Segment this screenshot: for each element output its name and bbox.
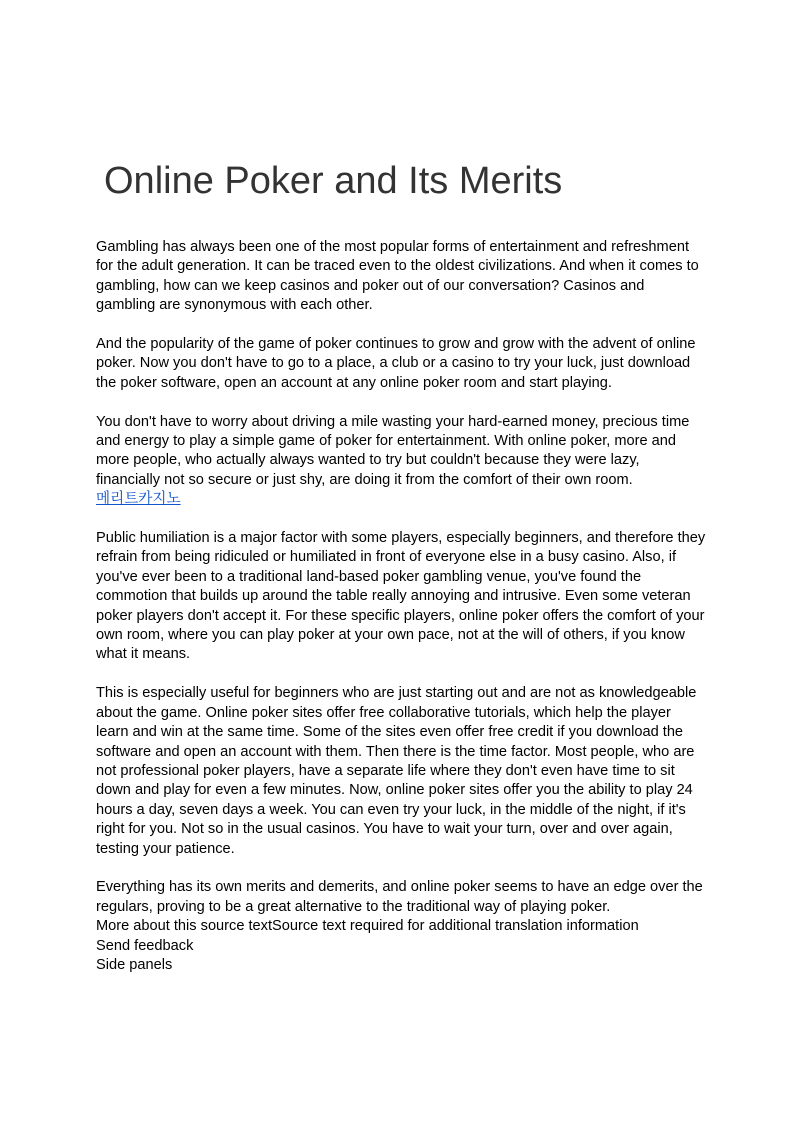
paragraph-1: Gambling has always been one of the most popular forms of entertainment and refreshment for the adult generation. It can be traced even to the oldest civilizations. And when it comes to gambling, how can we keep casinos and poker out of our conversation? Casinos and gambling are synonymous with each other. <box>96 239 699 314</box>
paragraph-3-block <box>96 413 706 510</box>
paragraph-2: And the popularity of the game of poker continues to grow and grow with the advent of online poker. Now you don't have to go to a place, a club or a casino to try your luck, just download the poker software, open an account at any online poker room and start playing. <box>96 336 696 391</box>
side-panels-text: Side panels <box>96 956 173 973</box>
page-title: Online Poker and Its Merits <box>104 160 563 202</box>
source-text-note: More about this source textSource text required for additional translation information <box>96 918 639 935</box>
send-feedback-text: Send feedback <box>96 937 194 954</box>
paragraph-4: Public humiliation is a major factor with some players, especially beginners, and therefore they refrain from being ridiculed or humiliated in front of everyone else in a busy casino. Also, if you've ever been to a traditional land-based poker gambling venue, you've found the commotion that builds up around the table really annoying and intrusive. Even some veteran poker players don't accept it. For these specific players, online poker offers the comfort of your own room, where you can play poker at your own pace, not at the will of others, if you know what it means. <box>96 530 706 663</box>
paragraph-5: This is especially useful for beginners who are just starting out and are not as knowledgeable about the game. Online poker sites offer free collaborative tutorials, which help the player learn and win at the same time. Some of the sites even offer free credit if you download the software and open an account with them. Then there is the time factor. Most people, who are not professional poker players, have a separate life where they don't even have time to sit down and play for even a few minutes. Now, online poker sites offer you the ability to play 24 hours a day, seven days a week. You can even try your luck, in the middle of the night, if it's right for you. Not so in the usual casinos. You have to wait your turn, over and over again, testing your patience. <box>96 685 697 857</box>
paragraph-3: You don't have to worry about driving a mile wasting your hard-earned money, precious time and energy to play a simple game of poker for entertainment. With online poker, more and more people, who actually always wanted to try but couldn't because they were lazy, financially not so secure or just shy, are doing it from the comfort of their own room. <box>96 413 690 488</box>
document-body <box>96 238 706 975</box>
paragraph-6: Everything has its own merits and demerits, and online poker seems to have an edge over the regulars, proving to be a great alternative to the traditional way of playing poker. <box>96 879 703 915</box>
merit-casino-link[interactable]: 메리트카지노 <box>96 491 181 508</box>
